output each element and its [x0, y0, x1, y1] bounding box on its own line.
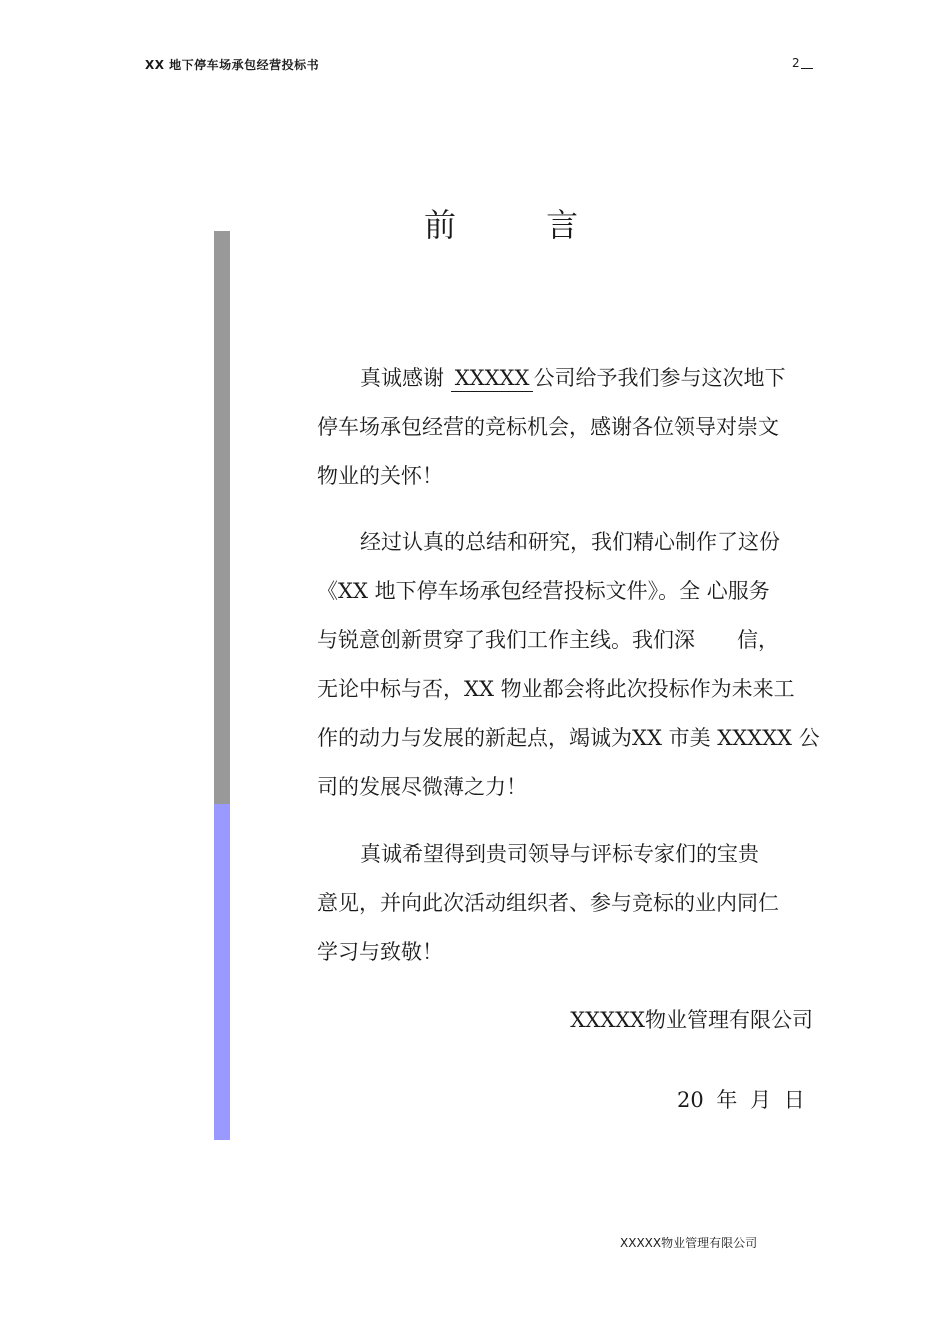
- paragraph-line: 停车场承包经营的竞标机会，感谢各位领导对崇文: [317, 415, 779, 439]
- footer-company: XXXXX物业管理有限公司: [620, 1236, 758, 1250]
- section-title: 前 言: [424, 206, 619, 244]
- paragraph-line: 作的动力与发展的新起点，竭诚为XX 市美 XXXXX 公: [317, 726, 820, 750]
- paragraph-line: 与锐意创新贯穿了我们工作主线。我们深 信，: [317, 628, 779, 652]
- paragraph-line: 物业的关怀！: [317, 464, 443, 488]
- text-fragment: 真诚感谢: [360, 366, 451, 390]
- page-number-underline: [801, 68, 813, 69]
- signature-company: XXXXX物业管理有限公司: [570, 1008, 813, 1032]
- page-number: 2: [792, 56, 800, 70]
- company-name-field: XXXXX: [451, 365, 534, 392]
- paragraph-thanks: [317, 354, 817, 501]
- paragraph-line: 经过认真的总结和研究，我们精心制作了这份: [360, 530, 780, 554]
- paragraph-line: 学习与致敬！: [317, 940, 443, 964]
- text-fragment: 公司给予我们参与这次地下: [533, 366, 786, 390]
- decorative-bar-gray: [214, 231, 230, 804]
- decorative-bar-blue: [214, 804, 230, 1140]
- paragraph-line: [317, 354, 817, 403]
- paragraph-commitment: [317, 518, 820, 812]
- paragraph-line: 意见，并向此次活动组织者、参与竞标的业内同仁: [317, 891, 779, 915]
- paragraph-line: 《XX 地下停车场承包经营投标文件》。全 心服务: [317, 579, 770, 603]
- signature-date: 20 年 月 日: [677, 1088, 805, 1112]
- header-page-number: [792, 56, 813, 70]
- paragraph-closing: [317, 830, 817, 977]
- paragraph-line: 无论中标与否，XX 物业都会将此次投标作为未来工: [317, 677, 795, 701]
- paragraph-line: 真诚希望得到贵司领导与评标专家们的宝贵: [360, 842, 759, 866]
- paragraph-line: 司的发展尽微薄之力！: [317, 775, 527, 799]
- header-document-title: XX 地下停车场承包经营投标书: [145, 58, 320, 72]
